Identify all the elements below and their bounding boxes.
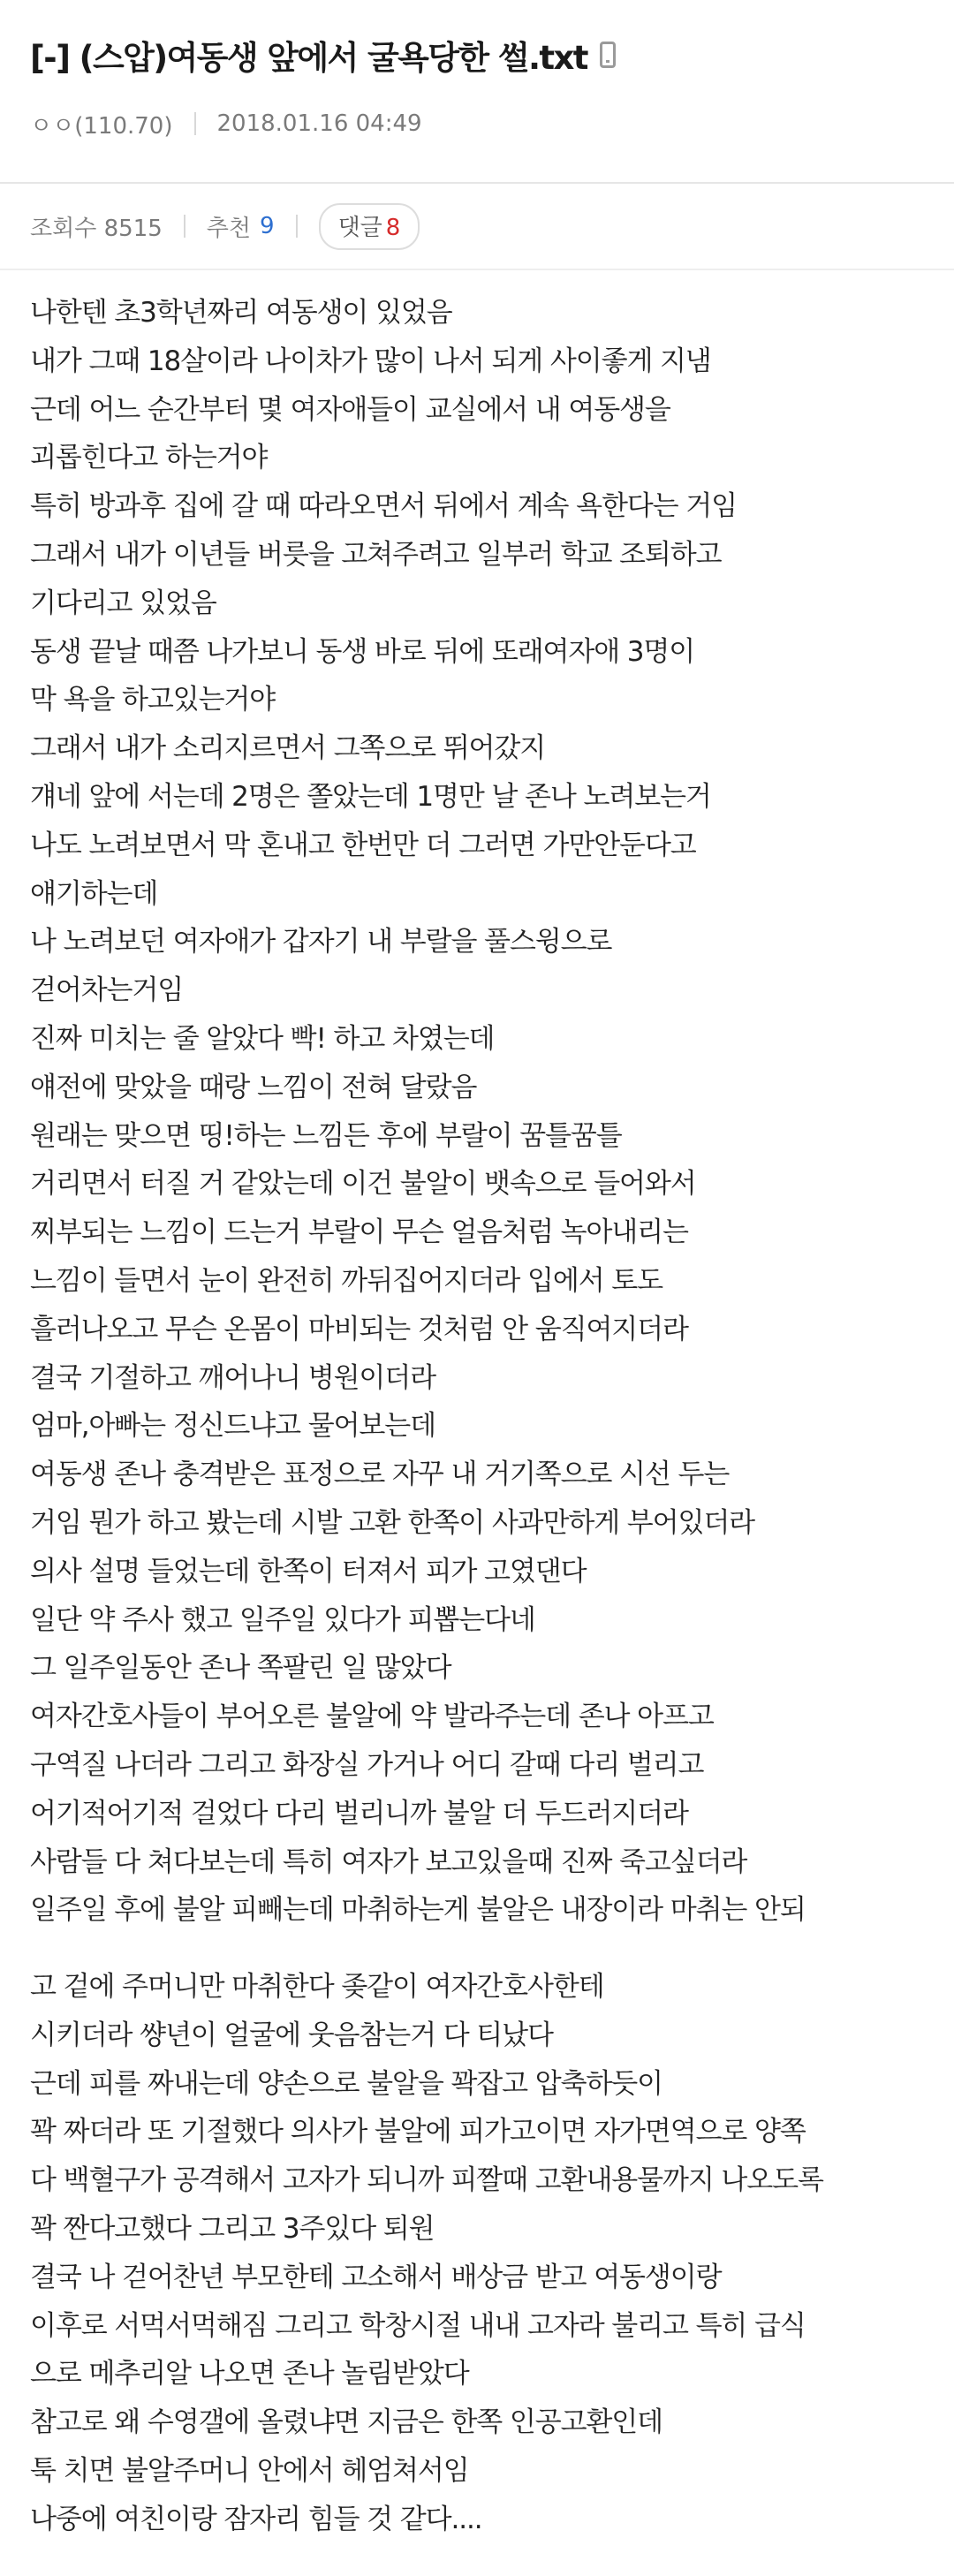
- post-stats: [0, 184, 954, 269]
- body-line: 이후로 서먹서먹해짐 그리고 학창시절 내내 고자라 불리고 특히 급식: [30, 2309, 806, 2342]
- body-line: 어기적어기적 걸었다 다리 벌리니까 불알 더 두드러지더라: [30, 1797, 688, 1830]
- post-datetime: 2018.01.16 04:49: [216, 110, 422, 137]
- view-count: 조회수 8515: [30, 215, 163, 242]
- body-paragraph-1: [30, 289, 924, 1935]
- body-line: 일주일 후에 불알 피빼는데 마취하는게 불알은 내장이라 마취는 안되: [30, 1894, 806, 1927]
- body-line: 나도 노려보면서 막 혼내고 한번만 더 그러면 가만안둔다고: [30, 829, 696, 861]
- body-line: 그 일주일동안 존나 쪽팔린 일 많았다: [30, 1652, 451, 1685]
- body-line: 툭 치면 불알주머니 안에서 헤엄쳐서임: [30, 2455, 469, 2488]
- post-body: [0, 289, 954, 2544]
- body-line: 찌부되는 느낌이 드는거 부랄이 무슨 얼음처럼 녹아내리는: [30, 1216, 688, 1249]
- body-line: 결국 나 걷어찬년 부모한테 고소해서 배상금 받고 여동생이랑: [30, 2261, 722, 2293]
- recommend-label: 추천: [206, 215, 252, 242]
- body-line: 나 노려보던 여자애가 갑자기 내 부랄을 풀스윙으로: [30, 926, 612, 958]
- body-line: 내가 그때 18살이라 나이차가 많이 나서 되게 사이좋게 지냄: [30, 345, 711, 377]
- body-line: 사람들 다 쳐다보는데 특히 여자가 보고있을때 진짜 죽고싶더라: [30, 1845, 747, 1878]
- body-line: 다 백혈구가 공격해서 고자가 되니까 피짤때 고환내용물까지 나오도록: [30, 2164, 823, 2197]
- body-line: 나중에 여친이랑 잠자리 힘들 것 같다....: [30, 2503, 482, 2535]
- body-line: 얘전에 맞았을 때랑 느낌이 전혀 달랐음: [30, 1071, 477, 1103]
- post-meta: [30, 108, 926, 140]
- recommend-count: 9: [260, 213, 275, 239]
- body-line: 엄마,아빠는 정신드냐고 물어보는데: [30, 1410, 435, 1443]
- body-line: 으로 메추리알 나오면 존나 놀림받았다: [30, 2358, 469, 2390]
- body-line: 거임 뭔가 하고 봤는데 시발 고환 한쪽이 사과만하게 부어있더라: [30, 1506, 755, 1539]
- stats-divider-line: [0, 269, 954, 270]
- body-line: 흘러나오고 무슨 온몸이 마비되는 것처럼 안 움직여지더라: [30, 1313, 688, 1345]
- body-line: 일단 약 주사 했고 일주일 있다가 피뽑는다네: [30, 1603, 535, 1636]
- body-line: 꽉 짠다고했다 그리고 3주있다 퇴원: [30, 2213, 435, 2246]
- post-header: [0, 0, 954, 140]
- body-paragraph-2: [30, 1963, 924, 2544]
- body-line: 그래서 내가 이년들 버릇을 고쳐주려고 일부러 학교 조퇴하고: [30, 538, 722, 571]
- body-line: 의사 설명 들었는데 한쪽이 터져서 피가 고였댄다: [30, 1555, 587, 1587]
- body-line: 결국 기절하고 깨어나니 병원이더라: [30, 1361, 435, 1394]
- body-line: 거리면서 터질 거 같았는데 이건 불알이 뱃속으로 들어와서: [30, 1168, 696, 1201]
- body-line: 기다리고 있었음: [30, 587, 216, 619]
- meta-divider: [194, 112, 196, 135]
- body-line: 여동생 존나 충격받은 표정으로 자꾸 내 거기쪽으로 시선 두는: [30, 1458, 730, 1491]
- comments-count: 8: [385, 214, 401, 241]
- mobile-phone-icon: [600, 42, 616, 68]
- body-line: 참고로 왜 수영갤에 올렸냐면 지금은 한쪽 인공고환인데: [30, 2406, 662, 2439]
- body-line: 꽉 짜더라 또 기절했다 의사가 불알에 피가고이면 자가면역으로 양쪽: [30, 2116, 806, 2148]
- title-row: [30, 32, 926, 78]
- body-line: 구역질 나더라 그리고 화장실 가거나 어디 갈때 다리 벌리고: [30, 1748, 704, 1781]
- body-line: 시키더라 썅년이 얼굴에 웃음참는거 다 티났다: [30, 2019, 553, 2051]
- stats-divider-2: [296, 215, 298, 238]
- body-line: 걷어차는거임: [30, 974, 184, 1007]
- body-line: 원래는 맞으면 띵!하는 느낌든 후에 부랄이 꿈틀꿈틀: [30, 1119, 622, 1152]
- body-line: 고 겉에 주머니만 마취한다 좆같이 여자간호사한테: [30, 1971, 604, 2004]
- body-line: 막 욕을 하고있는거야: [30, 684, 276, 716]
- body-line: 나한텐 초3학년짜리 여동생이 있었음: [30, 297, 452, 329]
- body-line: 근데 피를 짜내는데 양손으로 불알을 꽉잡고 압축하듯이: [30, 2067, 662, 2100]
- body-line: 걔네 앞에 서는데 2명은 쫄았는데 1명만 날 존나 노려보는거: [30, 780, 711, 813]
- body-line: 근데 어느 순간부터 몇 여자애들이 교실에서 내 여동생을: [30, 393, 670, 426]
- body-line: 그래서 내가 소리지르면서 그쪽으로 뛰어갔지: [30, 732, 546, 765]
- post-title: [-] (스압)여동생 앞에서 굴욕당한 썰.txt: [30, 39, 587, 77]
- body-line: 진짜 미치는 줄 알았다 빡! 하고 차였는데: [30, 1022, 495, 1055]
- body-line: 느낌이 들면서 눈이 완전히 까뒤집어지더라 입에서 토도: [30, 1264, 662, 1297]
- comments-button[interactable]: [319, 203, 420, 250]
- body-line: 얘기하는데: [30, 877, 158, 910]
- body-line: 여자간호사들이 부어오른 불알에 약 발라주는데 존나 아프고: [30, 1701, 714, 1733]
- comments-label: 댓글: [337, 214, 382, 241]
- author-name[interactable]: ㅇㅇ(110.70): [30, 112, 173, 140]
- body-line: 특히 방과후 집에 갈 때 따라오면서 뒤에서 계속 욕한다는 거임: [30, 490, 737, 523]
- body-line: 괴롭힌다고 하는거야: [30, 442, 268, 474]
- stats-divider: [184, 215, 186, 238]
- body-line: 동생 끝날 때쯤 나가보니 동생 바로 뒤에 또래여자애 3명이: [30, 635, 695, 668]
